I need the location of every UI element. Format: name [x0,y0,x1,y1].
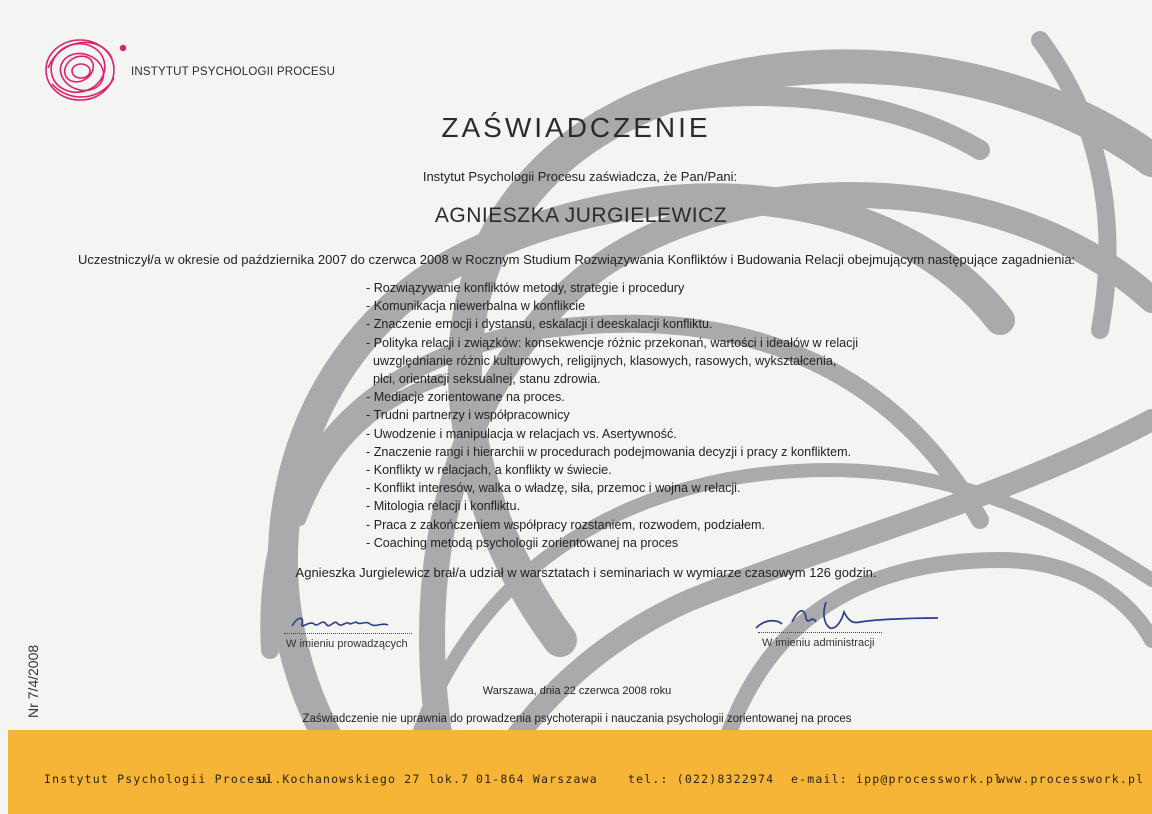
footer-institute: Instytut Psychologii Procesu [44,772,272,786]
footer-contact-row [44,772,1145,790]
organization-name: INSTYTUT PSYCHOLOGII PROCESU [131,66,336,78]
footer-phone: tel.: (022)8322974 [628,772,775,786]
list-item: uwzględnianie różnic kulturowych, religijnych, klasowych, rasowych, wykształcenia, [366,353,837,368]
list-item: - Konflikt interesów, walka o władzę, siła, przemoc i wojna w relacji. [366,481,741,496]
recipient-name: AGNIESZKA JURGIELEWICZ [434,204,728,227]
signature-line [284,633,412,634]
disclaimer-text: Zaświadczenie nie uprawnia do prowadzenia psychoterapii i nauczania psychologii zorientowanej na proces [302,713,852,725]
footer-band [8,730,1152,814]
list-item: - Trudni partnerzy i współpracownicy [366,408,570,423]
handwritten-signature-right-icon [752,600,942,634]
footer-city: 01-864 Warszawa [476,772,598,786]
list-item: - Coaching metodą psychologii zorientowanej na proces [366,535,679,550]
list-item: - Polityka relacji i związków: konsekwencje różnic przekonań, wartości i ideałów w relacji [366,335,859,350]
handwritten-signature-left-icon [290,612,400,634]
footer-website: www.processwork.pl [998,772,1145,786]
topics-list [366,279,858,552]
list-item: - Mitologia relacji i konfliktu. [366,499,520,514]
footer-email: e-mail: ipp@processwork.pl [791,772,1003,786]
list-item: - Komunikacja niewerbalna w konflikcie [366,299,586,314]
list-item: - Konflikty w relacjach, a konflikty w świecie. [366,463,612,478]
issue-number-text: Nr 7/4/2008 [25,644,41,718]
signature-left-label: W imieniu prowadzących [286,638,408,650]
participation-statement: Uczestniczył/a w okresie od października 2007 do czerwca 2008 w Rocznym Studium Rozwiązywania Konfliktów i Budowania Relacji obejmującym następujące zagadnienia: [78,252,1076,267]
place-and-date: Warszawa, dnia 22 czerwca 2008 roku [482,685,672,697]
intro-text: Instytut Psychologii Procesu zaświadcza, że Pan/Pani: [422,169,738,184]
signature-right-label: W imieniu administracji [762,637,875,649]
scribble-circle-logo-icon [40,28,132,106]
list-item: - Mediacje zorientowane na proces. [366,390,565,405]
list-item: płci, orientacji seksualnej, stanu zdrowia. [366,372,601,387]
list-item: - Znaczenie emocji i dystansu, eskalacji i deeskalacji konfliktu. [366,317,713,332]
hours-statement: Agnieszka Jurgielewicz brał/a udział w warsztatach i seminariach w wymiarze czasowym 126 godzin. [295,565,877,580]
issue-number [18,605,46,725]
list-item: - Znaczenie rangi i hierarchii w procedurach podejmowania decyzji i pracy z konfliktem. [366,444,852,459]
list-item: - Praca z zakończeniem współpracy rozstaniem, rozwodem, podziałem. [366,517,765,532]
footer-address: ul.Kochanowskiego 27 lok.7 [258,772,470,786]
signature-line [758,632,882,633]
list-item: - Rozwiązywanie konfliktów metody, strategie i procedury [366,281,685,295]
document-title: ZAŚWIADCZENIE [441,112,711,143]
list-item: - Uwodzenie i manipulacja w relacjach vs. Asertywność. [366,426,677,441]
